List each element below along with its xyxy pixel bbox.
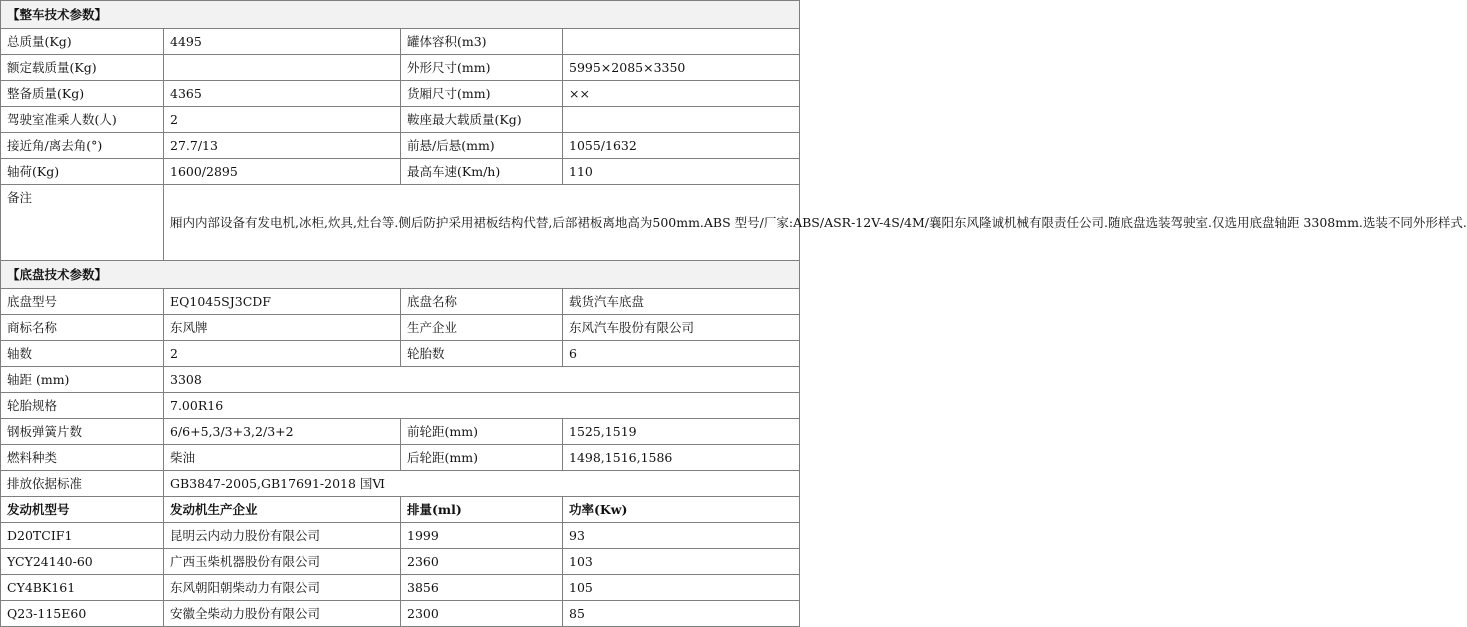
param-value: 东风牌	[164, 315, 401, 341]
param-value: 1600/2895	[164, 159, 401, 185]
notes-row	[1, 185, 800, 261]
column-header: 发动机生产企业	[164, 497, 401, 523]
param-value: 4495	[164, 29, 401, 55]
column-header: 功率(Kw)	[563, 497, 800, 523]
param-value: 6	[563, 341, 800, 367]
param-label: 驾驶室准乘人数(人)	[1, 107, 164, 133]
engine-model: CY4BK161	[1, 575, 164, 601]
param-label: 轮胎规格	[1, 393, 164, 419]
engine-maker: 安徽全柴动力股份有限公司	[164, 601, 401, 627]
section-header-vehicle	[1, 1, 800, 29]
param-value: 载货汽车底盘	[563, 289, 800, 315]
param-value: 1055/1632	[563, 133, 800, 159]
table-row	[1, 445, 800, 471]
table-row	[1, 159, 800, 185]
param-label: 底盘型号	[1, 289, 164, 315]
param-value	[563, 29, 800, 55]
param-value	[563, 107, 800, 133]
engine-power: 105	[563, 575, 800, 601]
engine-displacement: 1999	[401, 523, 563, 549]
column-header: 发动机型号	[1, 497, 164, 523]
section-header-chassis	[1, 261, 800, 289]
table-row	[1, 289, 800, 315]
param-label: 货厢尺寸(mm)	[401, 81, 563, 107]
table-row	[1, 55, 800, 81]
param-value: 柴油	[164, 445, 401, 471]
param-label: 生产企业	[401, 315, 563, 341]
section-title-vehicle: 【整车技术参数】	[1, 1, 800, 29]
column-header: 排量(ml)	[401, 497, 563, 523]
table-row	[1, 81, 800, 107]
notes-label: 备注	[1, 185, 164, 261]
param-value: 110	[563, 159, 800, 185]
param-label: 钢板弹簧片数	[1, 419, 164, 445]
param-label: 整备质量(Kg)	[1, 81, 164, 107]
table-row	[1, 367, 800, 393]
engine-power: 103	[563, 549, 800, 575]
param-value: 5995×2085×3350	[563, 55, 800, 81]
engine-model: Q23-115E60	[1, 601, 164, 627]
param-label: 总质量(Kg)	[1, 29, 164, 55]
param-value: 4365	[164, 81, 401, 107]
param-label: 鞍座最大载质量(Kg)	[401, 107, 563, 133]
param-label: 燃料种类	[1, 445, 164, 471]
table-row	[1, 107, 800, 133]
param-value: EQ1045SJ3CDF	[164, 289, 401, 315]
param-label: 排放依据标准	[1, 471, 164, 497]
engine-model: D20TCIF1	[1, 523, 164, 549]
engine-maker: 广西玉柴机器股份有限公司	[164, 549, 401, 575]
param-value: 2	[164, 341, 401, 367]
engine-maker: 昆明云内动力股份有限公司	[164, 523, 401, 549]
param-value: 1525,1519	[563, 419, 800, 445]
param-value: GB3847-2005,GB17691-2018 国Ⅵ	[164, 471, 800, 497]
engine-power: 93	[563, 523, 800, 549]
param-label: 商标名称	[1, 315, 164, 341]
param-label: 轮胎数	[401, 341, 563, 367]
engine-displacement: 2360	[401, 549, 563, 575]
engine-displacement: 3856	[401, 575, 563, 601]
param-value: 7.00R16	[164, 393, 800, 419]
engine-power: 85	[563, 601, 800, 627]
param-label: 后轮距(mm)	[401, 445, 563, 471]
engine-row	[1, 549, 800, 575]
param-label: 外形尺寸(mm)	[401, 55, 563, 81]
param-value: 1498,1516,1586	[563, 445, 800, 471]
param-label: 轴数	[1, 341, 164, 367]
param-value: 6/6+5,3/3+3,2/3+2	[164, 419, 401, 445]
section-title-chassis: 【底盘技术参数】	[1, 261, 800, 289]
engine-header-row	[1, 497, 800, 523]
table-row	[1, 133, 800, 159]
engine-displacement: 2300	[401, 601, 563, 627]
param-label: 额定载质量(Kg)	[1, 55, 164, 81]
engine-model: YCY24140-60	[1, 549, 164, 575]
param-label: 轴荷(Kg)	[1, 159, 164, 185]
param-value: 东风汽车股份有限公司	[563, 315, 800, 341]
param-label: 前轮距(mm)	[401, 419, 563, 445]
param-label: 最高车速(Km/h)	[401, 159, 563, 185]
param-value: 27.7/13	[164, 133, 401, 159]
engine-maker: 东风朝阳朝柴动力有限公司	[164, 575, 401, 601]
param-label: 罐体容积(m3)	[401, 29, 563, 55]
table-row	[1, 471, 800, 497]
table-row	[1, 29, 800, 55]
param-value	[164, 55, 401, 81]
param-value: ××	[563, 81, 800, 107]
param-label: 接近角/离去角(°)	[1, 133, 164, 159]
param-label: 前悬/后悬(mm)	[401, 133, 563, 159]
param-label: 轴距 (mm)	[1, 367, 164, 393]
engine-row	[1, 575, 800, 601]
table-row	[1, 341, 800, 367]
table-row	[1, 393, 800, 419]
param-value: 2	[164, 107, 401, 133]
param-label: 底盘名称	[401, 289, 563, 315]
param-value: 3308	[164, 367, 800, 393]
table-row	[1, 419, 800, 445]
notes-text: 厢内内部设备有发电机,冰柜,炊具,灶台等.侧后防护采用裙板结构代替,后部裙板离地高为500mm.ABS 型号/厂家:ABS/ASR-12V-4S/4M/襄阳东风隆诚机械有限责任公司.随底盘选装驾驶室.仅选用底盘轴距 3308mm.选装不同外形样式.	[164, 185, 800, 261]
table-row	[1, 315, 800, 341]
engine-row	[1, 601, 800, 627]
engine-row	[1, 523, 800, 549]
